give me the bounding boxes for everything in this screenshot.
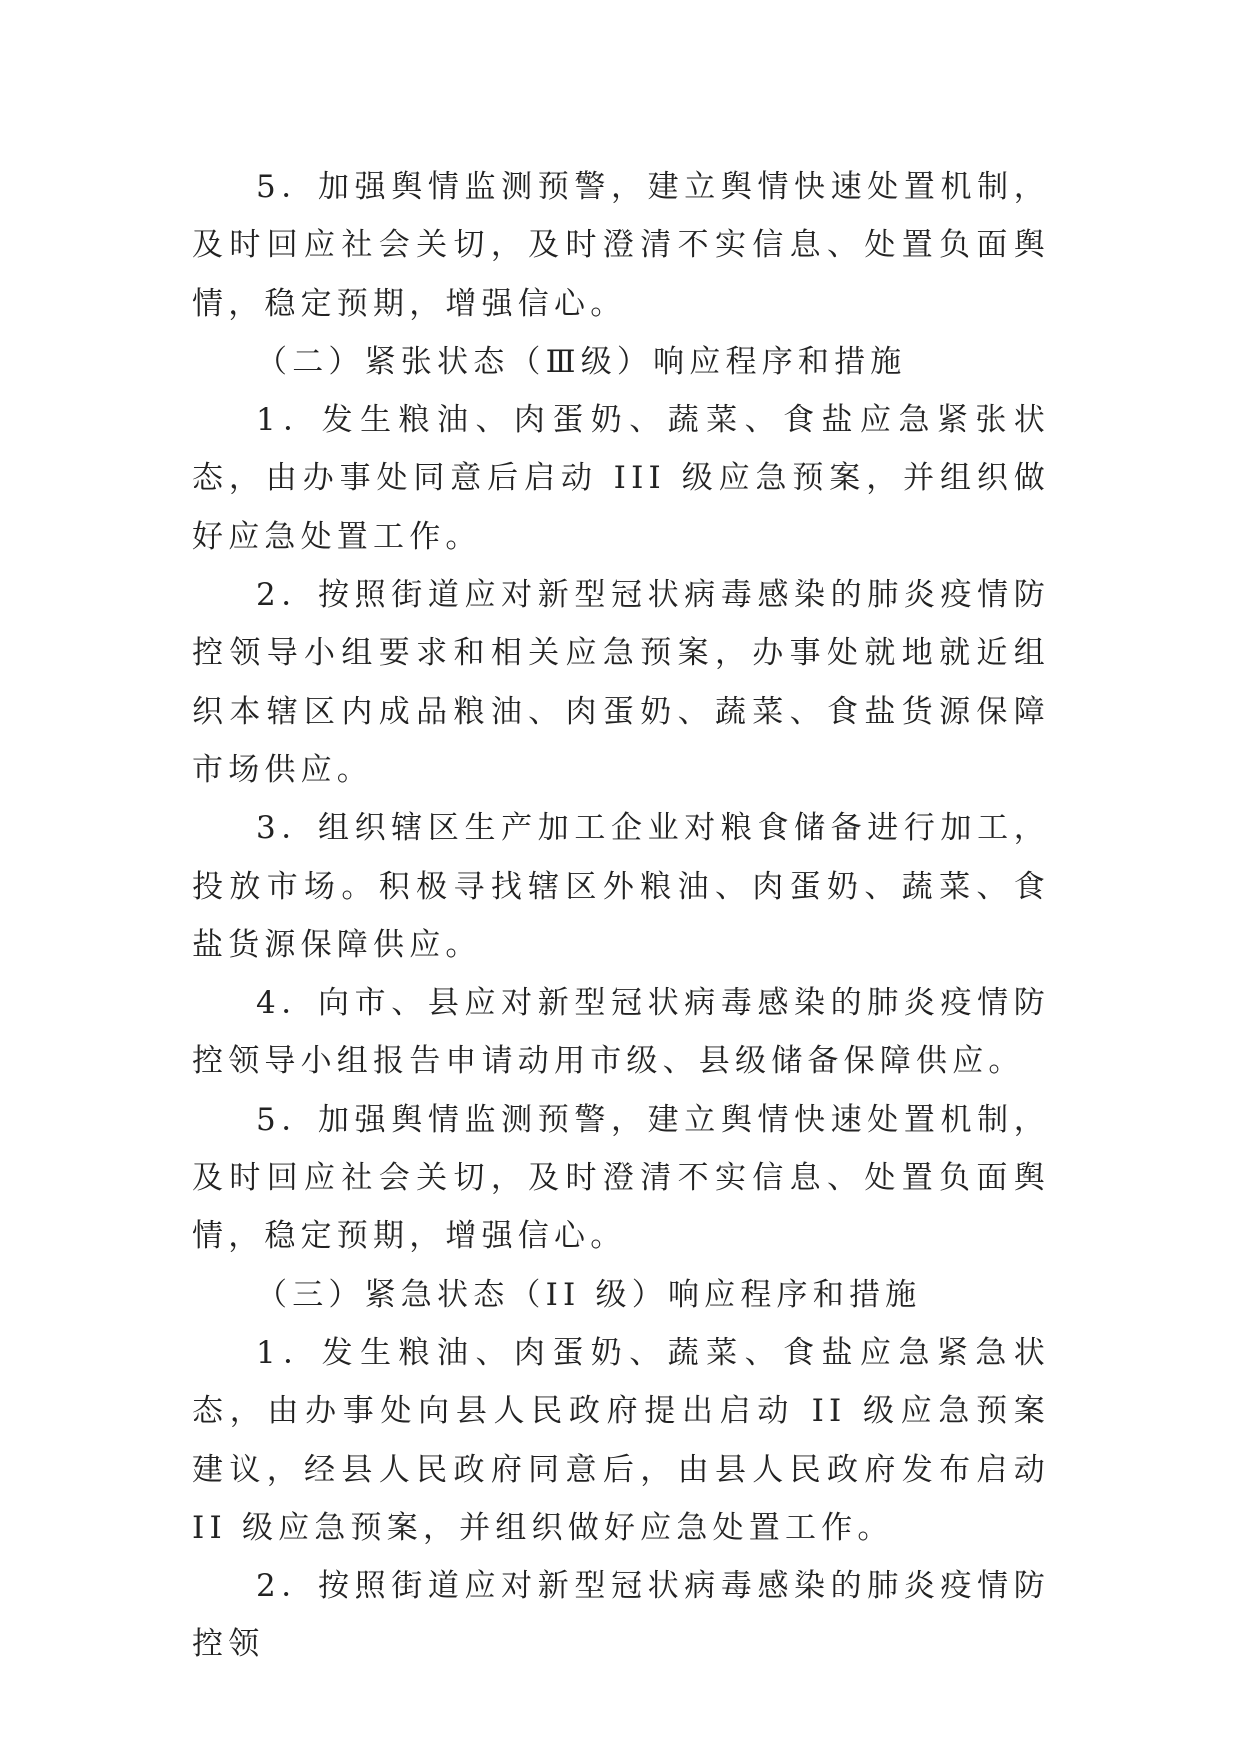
paragraph-item-3-processing: 3．组织辖区生产加工企业对粮食储备进行加工，投放市场。积极寻找辖区外粮油、肉蛋奶、蔬菜、食盐货源保障供应。 xyxy=(192,810,1050,963)
paragraph-item-1-emergency-trigger: 1．发生粮油、肉蛋奶、蔬菜、食盐应急紧急状态，由办事处向县人民政府提出启动 II 级应急预案建议，经县人民政府同意后，由县人民政府发布启动 II 级应急预案，并组织做好应急处置工作。 xyxy=(192,1334,1050,1546)
paragraph-item-2-local-supply: 2．按照街道应对新型冠状病毒感染的肺炎疫情防控领导小组要求和相关应急预案，办事处就地就近组织本辖区内成品粮油、肉蛋奶、蔬菜、食盐货源保障市场供应。 xyxy=(192,577,1050,788)
document-body xyxy=(192,158,1050,1674)
paragraph-item-5-public-opinion: 5．加强舆情监测预警，建立舆情快速处置机制，及时回应社会关切，及时澄清不实信息、处置负面舆情，稳定预期，增强信心。 xyxy=(192,169,1050,322)
paragraph-item-4-reserve-request: 4．向市、县应对新型冠状病毒感染的肺炎疫情防控领导小组报告申请动用市级、县级储备保障供应。 xyxy=(192,985,1050,1080)
section-heading-level-3-tension: （二）紧张状态（Ⅲ级）响应程序和措施 xyxy=(256,343,907,380)
paragraph-item-2-truncated: 2．按照街道应对新型冠状病毒感染的肺炎疫情防控领 xyxy=(192,1568,1050,1663)
paragraph-item-5-public-opinion-repeat: 5．加强舆情监测预警，建立舆情快速处置机制，及时回应社会关切，及时澄清不实信息、处置负面舆情，稳定预期，增强信心。 xyxy=(192,1101,1050,1255)
section-heading-level-2-emergency: （三）紧急状态（II 级）响应程序和措施 xyxy=(256,1276,922,1313)
paragraph-item-1-tension-trigger: 1．发生粮油、肉蛋奶、蔬菜、食盐应急紧张状态，由办事处同意后启动 III 级应急预案，并组织做好应急处置工作。 xyxy=(192,402,1050,555)
